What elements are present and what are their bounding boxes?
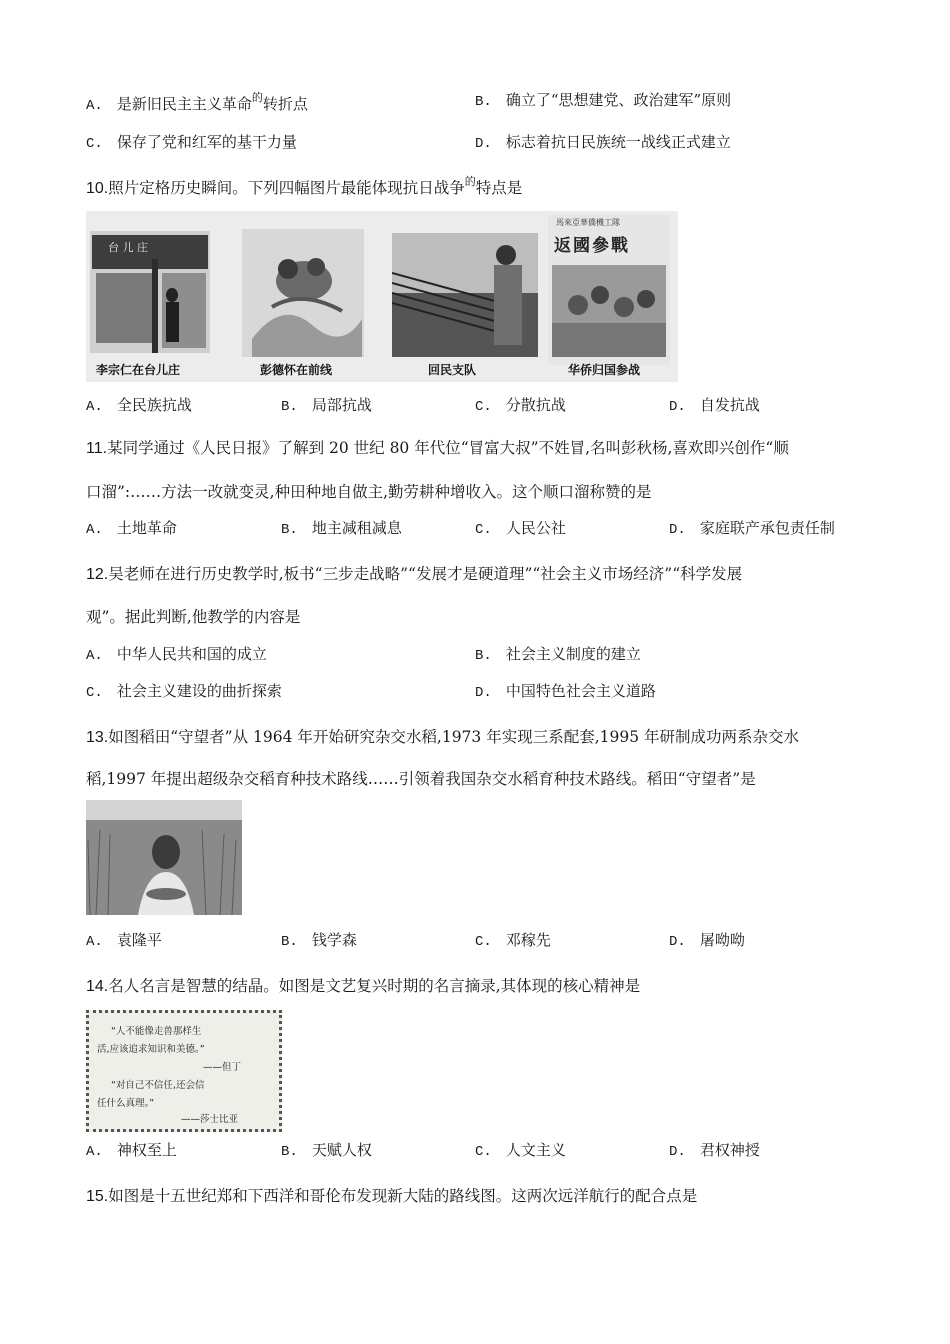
q14-option-a: A. 神权至上 xyxy=(86,1141,177,1160)
photo-peng-dehuai xyxy=(242,229,364,357)
q11-stem-line1: 11.某同学通过《人民日报》了解到 20 世纪 80 年代位“冒富大叔”不姓冒,名叫彭秋杨,喜欢即兴创作“顺 xyxy=(86,439,789,457)
q14-stem: 14.名人名言是智慧的结晶。如图是文艺复兴时期的名言摘录,其体现的核心精神是 xyxy=(86,977,641,995)
q12-stem-line2: 观”。据此判断,他教学的内容是 xyxy=(86,608,301,626)
q9-option-d: D. 标志着抗日民族统一战线正式建立 xyxy=(475,133,731,152)
q14-option-d: D. 君权神授 xyxy=(669,1141,760,1160)
q10-option-b: B. 局部抗战 xyxy=(281,396,372,415)
q13-stem-line1: 13.如图稻田“守望者”从 1964 年开始研究杂交水稻,1973 年实现三系配套,1995 年研制成功两系杂交水 xyxy=(86,728,800,746)
photo-sign-taierzhuang: 台 儿 庄 xyxy=(108,241,148,254)
caption-peng-dehuai: 彭德怀在前线 xyxy=(260,363,333,377)
caption-overseas-chinese: 华侨归国参战 xyxy=(568,363,641,377)
quote-dante-line2: 活,应该追求知识和美德。” xyxy=(97,1044,205,1055)
quote-dante-line1: “人不能像走兽那样生 xyxy=(111,1026,202,1037)
quote-card xyxy=(86,1010,282,1132)
photo-overseas-chinese xyxy=(548,215,670,365)
q10-option-a: A. 全民族抗战 xyxy=(86,396,192,415)
q13-stem-line2: 稻,1997 年提出超级杂交稻育种技术路线……引领着我国杂交水稻育种技术路线。稻田“守望者”是 xyxy=(86,770,756,788)
q14-option-b: B. 天赋人权 xyxy=(281,1141,372,1160)
q13-option-c: C. 邓稼先 xyxy=(475,931,551,950)
caption-li-zongren: 李宗仁在台儿庄 xyxy=(96,363,181,377)
q14-option-c: C. 人文主义 xyxy=(475,1141,566,1160)
q15-stem: 15.如图是十五世纪郑和下西洋和哥伦布发现新大陆的路线图。这两次远洋航行的配合点是 xyxy=(86,1187,698,1205)
photo-overseas-chinese-image xyxy=(548,215,670,365)
q13-option-b: B. 钱学森 xyxy=(281,931,357,950)
quote-shakespeare-line1: “对自己不信任,还会信 xyxy=(111,1080,205,1091)
photo-sign-return: 返國參戰 xyxy=(554,236,630,256)
q11-option-a: A. 土地革命 xyxy=(86,519,177,538)
q12-option-c: C. 社会主义建设的曲折探索 xyxy=(86,682,282,701)
q11-option-b: B. 地主减租减息 xyxy=(281,519,402,538)
q9-option-b: B. 确立了“思想建党、政治建军”原则 xyxy=(475,91,732,110)
quote-shakespeare-line2: 任什么真理。” xyxy=(97,1098,155,1109)
q12-stem-line1: 12.吴老师在进行历史教学时,板书“三步走战略”“发展才是硬道理”“社会主义市场经济”“科学发展 xyxy=(86,565,743,583)
rice-field-image xyxy=(86,800,242,915)
q9-option-c: C. 保存了党和红军的基干力量 xyxy=(86,133,297,152)
q10-option-c: C. 分散抗战 xyxy=(475,396,566,415)
q10-option-d: D. 自发抗战 xyxy=(669,396,760,415)
q13-option-a: A. 袁隆平 xyxy=(86,931,162,950)
photo-hui-detachment-image xyxy=(392,233,538,357)
caption-hui-detachment: 回民支队 xyxy=(428,363,477,377)
q12-option-b: B. 社会主义制度的建立 xyxy=(475,645,641,664)
quote-shakespeare-attrib: ——莎士比亚 xyxy=(181,1114,239,1125)
q11-option-c: C. 人民公社 xyxy=(475,519,566,538)
photo-rice-field-watcher xyxy=(86,800,242,915)
q11-option-d: D. 家庭联产承包责任制 xyxy=(669,519,835,538)
q11-stem-line2: 口溜”:……方法一改就变灵,种田种地自做主,勤劳耕种增收入。这个顺口溜称赞的是 xyxy=(86,483,652,501)
q12-option-a: A. 中华人民共和国的成立 xyxy=(86,645,267,664)
q13-option-d: D. 屠呦呦 xyxy=(669,931,745,950)
photo-hui-detachment xyxy=(392,233,538,357)
photo-li-zongren xyxy=(90,231,210,353)
q10-photo-strip xyxy=(86,211,678,382)
photo-peng-dehuai-image xyxy=(242,229,364,357)
q10-stem: 10.照片定格历史瞬间。下列四幅图片最能体现抗日战争$^的$特点是 xyxy=(86,175,523,197)
quote-dante-attrib: ——但丁 xyxy=(203,1062,242,1073)
q12-option-d: D. 中国特色社会主义道路 xyxy=(475,682,656,701)
q9-option-a: A. 是新旧民主主义革命$^的$转折点 xyxy=(86,91,308,114)
photo-sign-nanyang: 馬來亞華僑機工隊 xyxy=(556,218,620,227)
